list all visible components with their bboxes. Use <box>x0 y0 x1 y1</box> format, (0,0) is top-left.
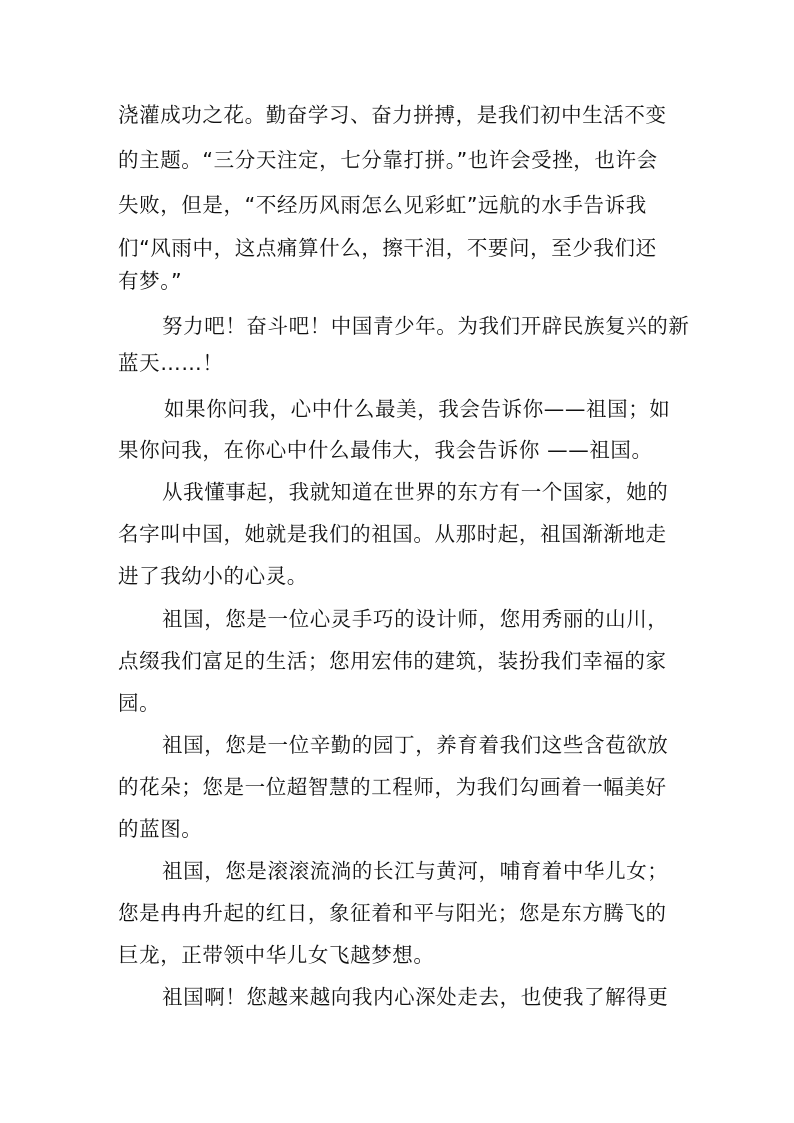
text-line: 浇灌成功之花。勤奋学习、奋力拼搏，是我们初中生活不变 <box>118 103 667 127</box>
text-line: 的蓝图。 <box>118 817 203 841</box>
text-line: 您是冉冉升起的红日，象征着和平与阳光；您是东方腾飞的 <box>118 901 667 925</box>
text-line: 们“风雨中，这点痛算什么，擦干泪，不要问，至少我们还 <box>118 236 657 260</box>
text-line: 的花朵；您是一位超智慧的工程师，为我们勾画着一幅美好 <box>118 775 667 799</box>
text-line: 如果你问我，心中什么最美，我会告诉你——祖国；如 <box>164 397 671 421</box>
text-line: 点缀我们富足的生活；您用宏伟的建筑，装扮我们幸福的家 <box>118 649 667 673</box>
text-line: 祖国啊！您越来越向我内心深处走去，也使我了解得更 <box>162 985 669 1009</box>
text-line: 祖国，您是一位心灵手巧的设计师，您用秀丽的山川， <box>162 607 669 631</box>
text-line: 祖国，您是一位辛勤的园丁，养育着我们这些含苞欲放 <box>162 733 669 757</box>
text-line: 的主题。“三分天注定，七分靠打拼。”也许会受挫，也许会 <box>118 148 658 172</box>
text-line: 园。 <box>118 691 161 715</box>
text-line: 失败，但是，“不经历风雨怎么见彩虹”远航的水手告诉我 <box>118 193 647 217</box>
text-line: 名字叫中国，她就是我们的祖国。从那时起，祖国渐渐地走 <box>118 522 667 546</box>
text-line: 努力吧！奋斗吧！中国青少年。为我们开辟民族复兴的新 <box>162 314 690 338</box>
text-line: 进了我幼小的心灵。 <box>118 564 308 588</box>
text-line: 祖国，您是滚滚流淌的长江与黄河，哺育着中华儿女； <box>162 859 669 883</box>
text-line: 有梦。” <box>118 269 183 293</box>
text-line: 蓝天……！ <box>118 351 224 375</box>
text-line: 从我懂事起，我就知道在世界的东方有一个国家，她的 <box>162 480 669 504</box>
text-line: 果你问我，在你心中什么最伟大，我会告诉你 ——祖国。 <box>118 438 653 462</box>
text-line: 巨龙，正带领中华儿女飞越梦想。 <box>118 943 435 967</box>
